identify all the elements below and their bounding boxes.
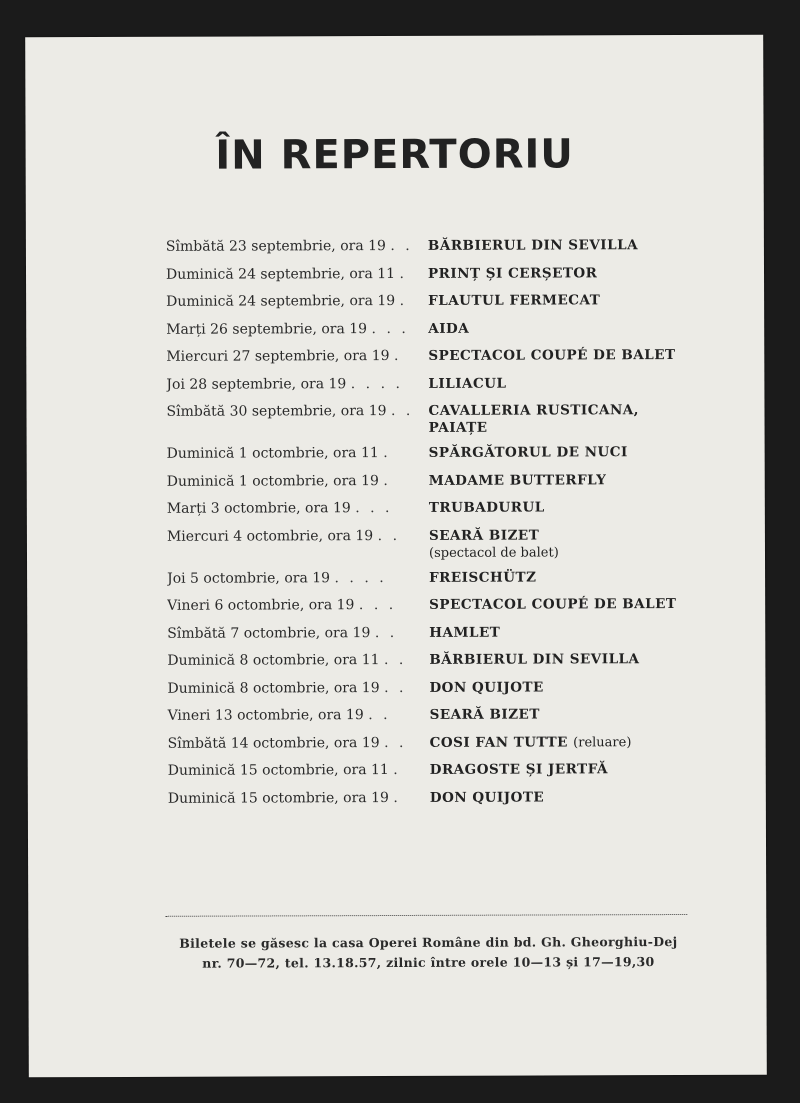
performance-date (168, 734, 430, 752)
performance-date (168, 789, 430, 807)
schedule-row (168, 788, 728, 807)
performance-title (429, 678, 727, 696)
performance-title (430, 788, 728, 806)
schedule-row (167, 678, 727, 697)
performance-title (429, 526, 727, 561)
performance-date (167, 569, 429, 587)
schedule-row (166, 264, 726, 283)
performance-date-text: Vineri 13 octombrie, ora 19 (167, 707, 364, 724)
leader-dots: . . . (371, 320, 409, 337)
schedule-row (167, 471, 727, 490)
schedule-row (167, 568, 727, 587)
leader-dots: . . (368, 707, 391, 724)
schedule-row (166, 319, 726, 338)
leader-dots: . . (390, 237, 413, 255)
schedule-row (166, 292, 726, 311)
performance-title-text: BĂRBIERUL DIN SEVILLA (427, 237, 639, 254)
performance-title (428, 237, 726, 255)
ticket-info (158, 932, 698, 974)
schedule-row (166, 374, 726, 393)
leader-dots: . (383, 445, 391, 462)
schedule-row (167, 623, 727, 642)
performance-title-text: MADAME BUTTERFLY (428, 471, 607, 489)
performance-date-text: Sîmbătă 7 octombrie, ora 19 (167, 624, 371, 642)
performance-date-text: Joi 5 octombrie, ora 19 (167, 569, 331, 587)
performance-date-text: Miercuri 4 octombrie, ora 19 (166, 527, 374, 545)
performance-title (428, 264, 726, 282)
performance-date (168, 762, 430, 780)
performance-title-text: SPECTACOL COUPÉ DE BALET (428, 347, 676, 364)
performance-title-text: SEARĂ BIZET (429, 706, 540, 723)
performance-title-text: DRAGOSTE ȘI JERTFĂ (429, 761, 608, 778)
performance-date-text: Joi 28 septembrie, ora 19 (166, 375, 347, 393)
repertoire-list (166, 237, 728, 818)
performance-date (166, 348, 428, 366)
performance-title (430, 761, 728, 779)
leader-dots: . (393, 789, 401, 806)
performance-title (429, 651, 727, 669)
leader-dots: . . (377, 527, 401, 544)
performance-title (428, 402, 726, 437)
performance-date (167, 445, 429, 463)
ticket-info-line-2: nr. 70—72, tel. 13.18.57, zilnic între orele 10—13 și 17—19,30 (202, 954, 655, 971)
leader-dots: . . . (355, 500, 393, 517)
leader-dots: . . . (358, 596, 397, 614)
leader-dots: . (399, 265, 408, 282)
performance-date-text: Sîmbătă 14 octombrie, ora 19 (167, 734, 380, 752)
performance-title (429, 568, 727, 586)
leader-dots: . . . . (350, 375, 403, 392)
performance-note: PAIAȚE (428, 419, 488, 436)
performance-date (168, 707, 430, 725)
performance-title-text: CAVALLERIA RUSTICANA, (428, 402, 639, 419)
performance-date (167, 652, 429, 670)
performance-title-text: TRUBADURUL (428, 499, 545, 516)
performance-date (167, 679, 429, 697)
performance-title (430, 706, 728, 724)
ticket-info-line-1: Biletele se găsesc la casa Operei Române din bd. Gh. Gheorghiu-Dej (179, 934, 678, 951)
schedule-row (168, 733, 728, 752)
performance-date-text: Duminică 1 octombrie, ora 19 (166, 472, 379, 490)
performance-title-text: DON QUIJOTE (429, 788, 545, 806)
performance-date-text: Duminică 24 septembrie, ora 11 (165, 265, 396, 283)
leader-dots: . . (383, 651, 407, 669)
performance-title-text: FREISCHÜTZ (429, 569, 537, 586)
performance-date (166, 320, 428, 338)
schedule-row (167, 526, 727, 562)
performance-date (166, 293, 428, 311)
performance-title-text: SPECTACOL COUPÉ DE BALET (429, 596, 677, 613)
performance-date (167, 624, 429, 642)
page-title: ÎN REPERTORIU (215, 131, 574, 179)
schedule-row (167, 499, 727, 518)
performance-title (430, 733, 728, 751)
leader-dots: . . (390, 402, 414, 420)
performance-date-text: Marți 3 octombrie, ora 19 (166, 500, 351, 517)
performance-date (167, 597, 429, 615)
performance-title-text: LILIACUL (428, 375, 507, 392)
performance-date-text: Marți 26 septembrie, ora 19 (166, 320, 368, 338)
performance-date-text: Duminică 15 octombrie, ora 11 (167, 762, 389, 779)
performance-date-text: Duminică 1 octombrie, ora 11 (166, 445, 379, 462)
performance-date-text: Sîmbătă 23 septembrie, ora 19 (165, 238, 386, 255)
leader-dots: . (393, 761, 401, 779)
schedule-row (166, 347, 726, 366)
performance-date-text: Duminică 8 octombrie, ora 19 (167, 679, 380, 697)
leader-dots: . (393, 347, 402, 365)
leader-dots: . . (384, 679, 407, 696)
performance-title (429, 471, 727, 489)
performance-title (429, 596, 727, 614)
performance-title (428, 347, 726, 365)
performance-title-text: SPĂRGĂTORUL DE NUCI (428, 444, 628, 461)
performance-title (429, 444, 727, 462)
performance-title (429, 499, 727, 517)
performance-date (166, 403, 428, 421)
leader-dots: . (399, 292, 408, 309)
performance-title-text: AIDA (428, 320, 470, 337)
program-page (25, 35, 767, 1078)
dotted-divider (165, 914, 687, 917)
performance-note: (spectacol de balet) (428, 544, 559, 561)
leader-dots: . . (384, 734, 407, 751)
performance-date-text: Duminică 24 septembrie, ora 19 (166, 293, 396, 310)
schedule-row (168, 761, 728, 780)
performance-date-text: Sîmbătă 30 septembrie, ora 19 (166, 403, 387, 420)
performance-title-text: PRINȚ ȘI CERȘETOR (427, 264, 598, 282)
performance-date-text: Vineri 6 octombrie, ora 19 (167, 597, 355, 614)
schedule-row (168, 706, 728, 725)
leader-dots: . . . . (334, 569, 387, 586)
schedule-row (167, 651, 727, 670)
performance-title-text: HAMLET (429, 624, 501, 641)
schedule-row (167, 444, 727, 463)
leader-dots: . (383, 472, 391, 489)
performance-date (166, 265, 428, 283)
schedule-row (166, 402, 726, 438)
leader-dots: . . (374, 624, 398, 641)
performance-title-text: DON QUIJOTE (429, 678, 544, 696)
performance-title (429, 623, 727, 641)
performance-date-text: Miercuri 27 septembrie, ora 19 (166, 348, 390, 365)
performance-title-text: COSI FAN TUTTE (429, 733, 568, 751)
performance-date-text: Duminică 15 octombrie, ora 19 (167, 789, 389, 807)
performance-date (167, 500, 429, 518)
performance-date (166, 238, 428, 256)
schedule-row (167, 596, 727, 615)
performance-date (167, 472, 429, 490)
performance-suffix: (reluare) (573, 734, 632, 750)
schedule-row (166, 237, 726, 256)
performance-date (167, 527, 429, 545)
performance-title (428, 374, 726, 392)
performance-title (428, 292, 726, 310)
performance-date (166, 375, 428, 393)
performance-title (428, 319, 726, 337)
performance-title-text: FLAUTUL FERMECAT (428, 292, 601, 309)
performance-title-text: BĂRBIERUL DIN SEVILLA (429, 651, 640, 668)
performance-date-text: Duminică 8 octombrie, ora 11 (167, 652, 380, 669)
performance-title-text: SEARĂ BIZET (428, 526, 540, 544)
